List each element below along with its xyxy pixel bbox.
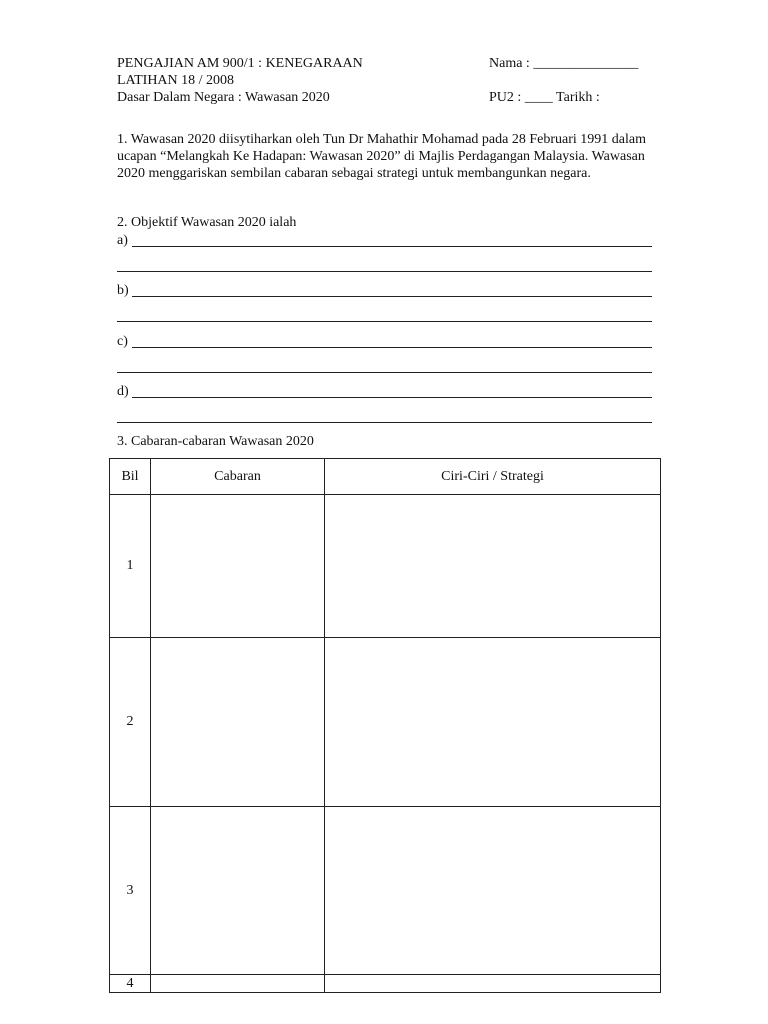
- question-2-title: 2. Objektif Wawasan 2020 ialah: [117, 215, 297, 230]
- header-ciri-strategi: Ciri-Ciri / Strategi: [325, 459, 661, 495]
- cabaran-cell: [151, 495, 325, 638]
- header-cabaran: Cabaran: [151, 459, 325, 495]
- objective-b-label: b): [117, 283, 129, 298]
- objective-b-line-2: [117, 321, 652, 322]
- exercise-title: LATIHAN 18 / 2008: [117, 73, 235, 88]
- objective-d-line-1: [132, 397, 652, 398]
- objective-a-label: a): [117, 233, 128, 248]
- question-1-text: 1. Wawasan 2020 diisytiharkan oleh Tun Dr Mahathir Mohamad pada 28 Februari 1991 dalam ucapan “Melangkah Ke Hadapan: Wawasan 2020” di Majlis Perdagangan Malaysia. Wawasan 2020 menggariskan sembilan cabaran sebagai strategi untuk membangunkan negara.: [117, 132, 646, 181]
- table-row: [110, 638, 661, 807]
- row-number: 4: [110, 975, 151, 993]
- objective-d-line-2: [117, 422, 652, 423]
- question-3-title: 3. Cabaran-cabaran Wawasan 2020: [117, 434, 314, 449]
- cabaran-cell: [151, 638, 325, 807]
- table-row: [110, 495, 661, 638]
- objective-a-line-2: [117, 271, 652, 272]
- objective-a-line-1: [132, 246, 652, 247]
- class-date-field: PU2 : ____ Tarikh :: [489, 90, 600, 105]
- row-number: 2: [110, 638, 151, 807]
- strategi-cell: [325, 638, 661, 807]
- objective-c-line-2: [117, 372, 652, 373]
- strategi-cell: [325, 807, 661, 975]
- cabaran-cell: [151, 975, 325, 993]
- strategi-cell: [325, 975, 661, 993]
- objective-c-line-1: [132, 347, 652, 348]
- objective-b-line-1: [132, 296, 652, 297]
- objective-c-label: c): [117, 334, 128, 349]
- table-row: [110, 807, 661, 975]
- strategi-cell: [325, 495, 661, 638]
- subject-title: PENGAJIAN AM 900/1 : KENEGARAAN: [117, 56, 363, 71]
- row-number: 1: [110, 495, 151, 638]
- row-number: 3: [110, 807, 151, 975]
- challenges-table: [109, 458, 661, 993]
- name-field: Nama : _______________: [489, 56, 639, 71]
- cabaran-cell: [151, 807, 325, 975]
- header-bil: Bil: [110, 459, 151, 495]
- topic-title: Dasar Dalam Negara : Wawasan 2020: [117, 90, 330, 105]
- objective-d-label: d): [117, 384, 129, 399]
- table-row: [110, 975, 661, 993]
- table-header-row: [110, 459, 661, 495]
